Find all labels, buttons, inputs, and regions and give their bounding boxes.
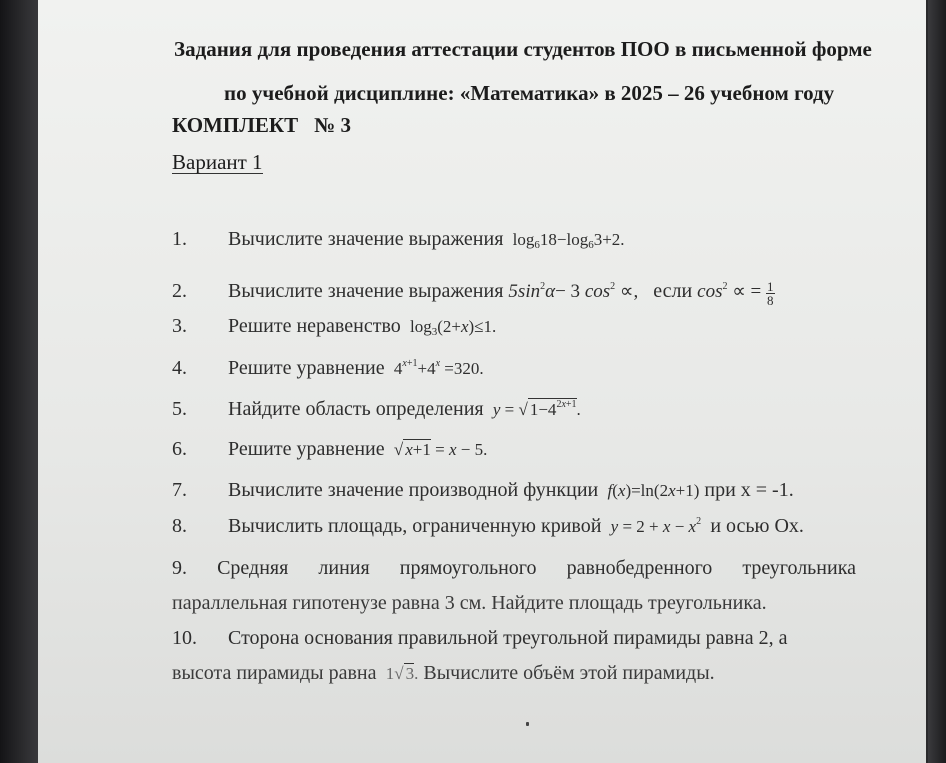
task-formula: $5\sin^2\alpha- 3$ $\cos^2$ ∝, <box>508 281 639 302</box>
task-word: Средняя <box>217 557 289 579</box>
task-text: Вычислите значение выражения <box>228 280 504 302</box>
task-5 <box>172 398 581 421</box>
task-formula: y = √ $1-4^{2x+1}$. <box>492 399 581 419</box>
task-formula: $y = 2 + x - x^2$ <box>610 516 702 536</box>
task-condition-formula: $\cos^2$ ∝ = $\frac{1}{8}$ <box>697 279 774 308</box>
document-page <box>38 0 926 763</box>
task-text: высота пирамиды равна <box>172 662 377 684</box>
task-number: 4. <box>172 357 187 379</box>
task-3 <box>172 315 496 338</box>
task-1 <box>172 228 625 251</box>
task-text: Вычислить площадь, ограниченную кривой <box>228 515 602 537</box>
kit-label: КОМПЛЕКТ <box>172 113 299 137</box>
task-4 <box>172 357 484 380</box>
task-number: 7. <box>172 479 187 501</box>
task-text: Вычислите значение выражения <box>228 228 504 250</box>
task-text: Решите уравнение <box>228 357 385 379</box>
task-formula: $\log_3(2+x)\le 1$. <box>405 317 497 338</box>
task-condition: если <box>653 280 693 302</box>
task-8 <box>172 515 804 538</box>
task-formula: √ x+1 = x − 5. <box>389 440 488 459</box>
task-10 <box>172 627 787 650</box>
task-number: 8. <box>172 515 187 537</box>
task-tail: при x = -1. <box>704 479 794 501</box>
kit-heading <box>172 113 351 138</box>
task-9-line-2: параллельная гипотенузе равна 3 см. Найдите площадь треугольника. <box>172 592 767 614</box>
scan-left-edge <box>0 0 40 763</box>
task-formula: $4^{x+1}+4^x =320$. <box>389 358 484 378</box>
task-number: 5. <box>172 398 187 420</box>
task-number: 6. <box>172 438 187 460</box>
task-6 <box>172 438 487 461</box>
task-2 <box>172 280 775 307</box>
task-word: прямоугольного <box>399 557 537 579</box>
task-word: линия <box>318 557 370 579</box>
task-text: Решите неравенство <box>228 315 401 337</box>
task-formula: f(x)=ln(2x+1) <box>607 481 700 500</box>
task-number: 2. <box>172 280 187 302</box>
task-text: Сторона основания правильной треугольной пирамиды равна 2, а <box>228 627 788 649</box>
variant-heading: Вариант 1 <box>172 150 263 174</box>
task-formula: 1√ 3. <box>381 664 419 683</box>
task-text: Вычислите объём этой пирамиды. <box>423 662 715 684</box>
task-tail: и осью Ox. <box>710 515 804 537</box>
task-text: Решите уравнение <box>228 438 385 460</box>
task-number: 9. <box>172 557 187 579</box>
task-text: Найдите область определения <box>228 398 484 420</box>
task-7 <box>172 479 794 502</box>
task-9 <box>172 557 856 580</box>
task-number: 3. <box>172 315 187 337</box>
task-9-line-1 <box>172 557 856 580</box>
scan-right-edge <box>928 0 946 763</box>
task-number: 1. <box>172 228 187 250</box>
task-word: треугольника <box>742 557 856 579</box>
kit-number: № 3 <box>314 113 351 137</box>
document-title: Задания для проведения аттестации студентов ПОО в письменной форме <box>174 37 872 61</box>
ink-mark <box>526 722 529 726</box>
task-word: равнобедренного <box>566 557 713 579</box>
document-subtitle: по учебной дисциплине: «Математика» в 2025 – 26 учебном году <box>224 81 835 105</box>
task-10-line-2 <box>172 662 715 685</box>
task-number: 10. <box>172 627 197 649</box>
task-formula: $\log_618-\log_63+2$. <box>508 230 625 251</box>
task-text: Вычислите значение производной функции <box>228 479 599 501</box>
